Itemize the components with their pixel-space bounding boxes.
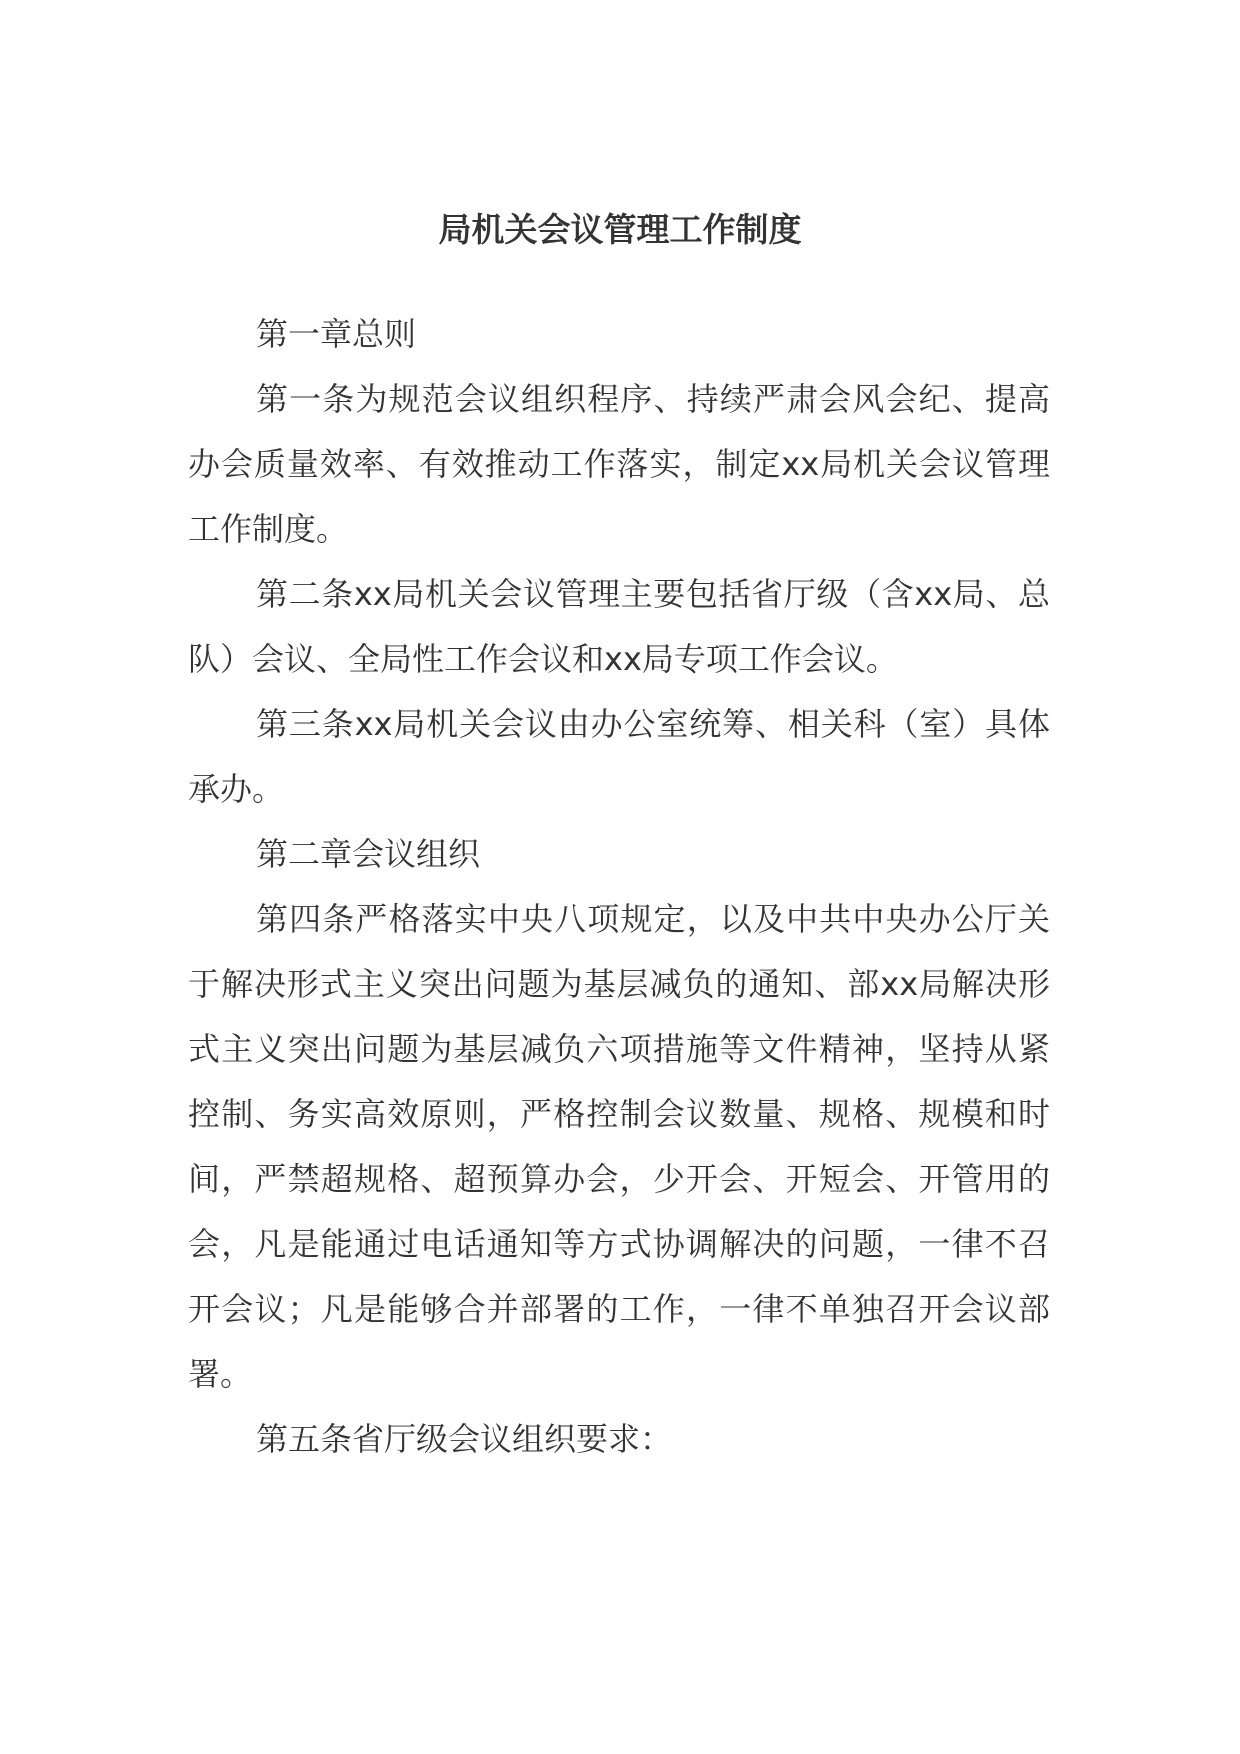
document-body [188, 302, 1050, 1472]
article-5: 第五条省厅级会议组织要求： [256, 1420, 673, 1458]
article-4: 第四条严格落实中央八项规定，以及中共中央办公厅关于解决形式主义突出问题为基层减负的通知、部xx局解决形式主义突出问题为基层减负六项措施等文件精神，坚持从紧控制、务实高效原则，严格控制会议数量、规格、规模和时间，严禁超规格、超预算办会，少开会、开短会、开管用的会，凡是能通过电话通知等方式协调解决的问题，一律不召开会议；凡是能够合并部署的工作，一律不单独召开会议部署。 [188, 900, 1050, 1393]
document-title: 局机关会议管理工作制度 [438, 210, 802, 249]
article-1: 第一条为规范会议组织程序、持续严肃会风会纪、提高办会质量效率、有效推动工作落实，制定xx局机关会议管理工作制度。 [188, 380, 1050, 548]
article-2: 第二条xx局机关会议管理主要包括省厅级（含xx局、总队）会议、全局性工作会议和xx局专项工作会议。 [188, 575, 1050, 678]
chapter-heading-general: 第一章总则 [256, 315, 417, 353]
article-3: 第三条xx局机关会议由办公室统筹、相关科（室）具体承办。 [188, 705, 1050, 808]
chapter-heading-meeting-organization: 第二章会议组织 [256, 835, 481, 873]
